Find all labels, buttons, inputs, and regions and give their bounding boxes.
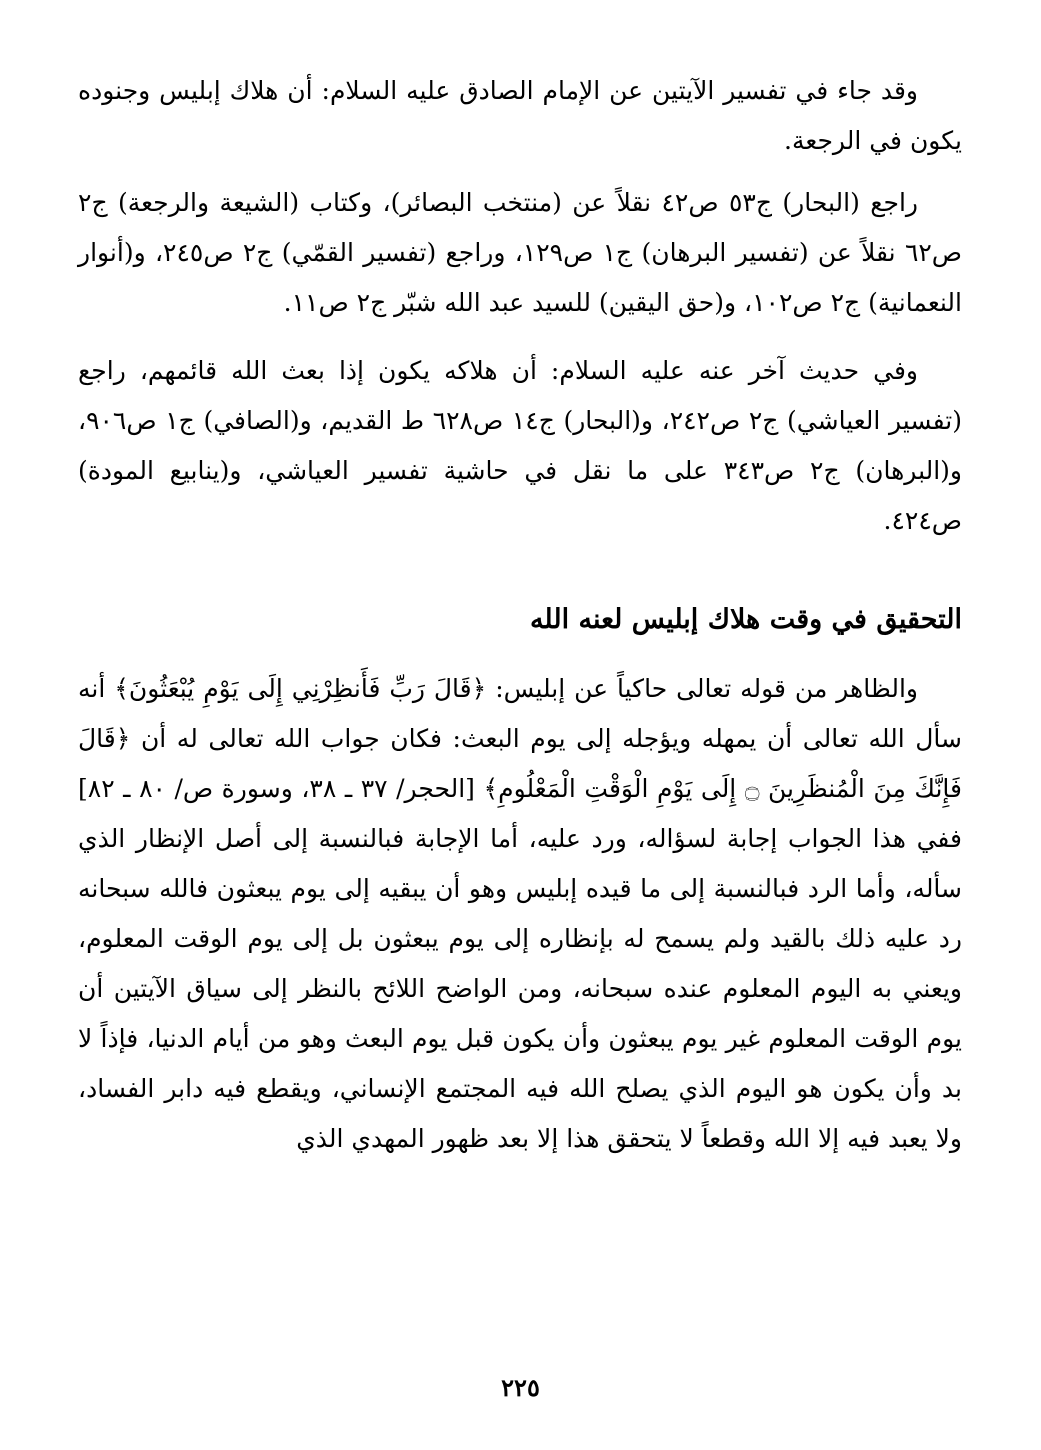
page-content	[78, 66, 962, 1396]
paragraph-another-hadith: وفي حديث آخر عنه عليه السلام: أن هلاكه يكون إذا بعث الله قائمهم، راجع (تفسير العياشي) ج٢ ص٢٤٢، و(البحار) ج١٤ ص٦٢٨ ط القديم، و(الصافي) ج١ ص٩٠٦، و(البرهان) ج٢ ص٣٤٣ على ما نقل في حاشية تفسير العياشي، و(ينابيع المودة) ص٤٢٤.	[78, 356, 963, 535]
paragraph-references: راجع (البحار) ج٥٣ ص٤٢ نقلاً عن (منتخب البصائر)، وكتاب (الشيعة والرجعة) ج٢ ص٦٢ نقلاً عن (تفسير البرهان) ج١ ص١٢٩، وراجع (تفسير القمّي) ج٢ ص٢٤٥، و(أنوار النعمانية) ج٢ ص١٠٢، و(حق اليقين) للسيد عبد الله شبّر ج٢ ص١١.	[78, 188, 963, 317]
paragraph-imam-sadiq: وقد جاء في تفسير الآيتين عن الإمام الصادق عليه السلام: أن هلاك إبليس وجنوده يكون في الرجعة.	[78, 76, 962, 155]
section-heading: التحقيق في وقت هلاك إبليس لعنه الله	[529, 604, 962, 635]
page-number: ٢٢٥	[501, 1373, 540, 1402]
paragraph-body: والظاهر من قوله تعالى حاكياً عن إبليس: ﴿قَالَ رَبِّ فَأَنظِرْنِي إِلَى يَوْمِ يُبْعَثُونَ﴾ أنه سأل الله تعالى أن يمهله ويؤجله إلى يوم البعث: فكان جواب الله تعالى له أن ﴿قَالَ فَإِنَّكَ مِنَ الْمُنظَرِينَ ۝ إِلَى يَوْمِ الْوَقْتِ الْمَعْلُومِ﴾ [الحجر/ ٣٧ ـ ٣٨، وسورة ص/ ٨٠ ـ ٨٢] ففي هذا الجواب إجابة لسؤاله، ورد عليه، أما الإجابة فبالنسبة إلى أصل الإنظار الذي سأله، وأما الرد فبالنسبة إلى ما قيده إبليس وهو أن يبقيه إلى يوم يبعثون فالله سبحانه رد عليه ذلك بالقيد ولم يسمح له بإنظاره إلى يوم يبعثون بل إلى يوم الوقت المعلوم، ويعني به اليوم المعلوم عنده سبحانه، ومن الواضح اللائح بالنظر إلى سياق الآيتين أن يوم الوقت المعلوم غير يوم يبعثون وأن يكون قبل يوم البعث وهو من أيام الدنيا، فإذاً لا بد وأن يكون هو اليوم الذي يصلح الله فيه المجتمع الإنساني، ويقطع فيه دابر الفساد، ولا يعبد فيه إلا الله وقطعاً لا يتحقق هذا إلا بعد ظهور المهدي الذي	[78, 674, 962, 1153]
